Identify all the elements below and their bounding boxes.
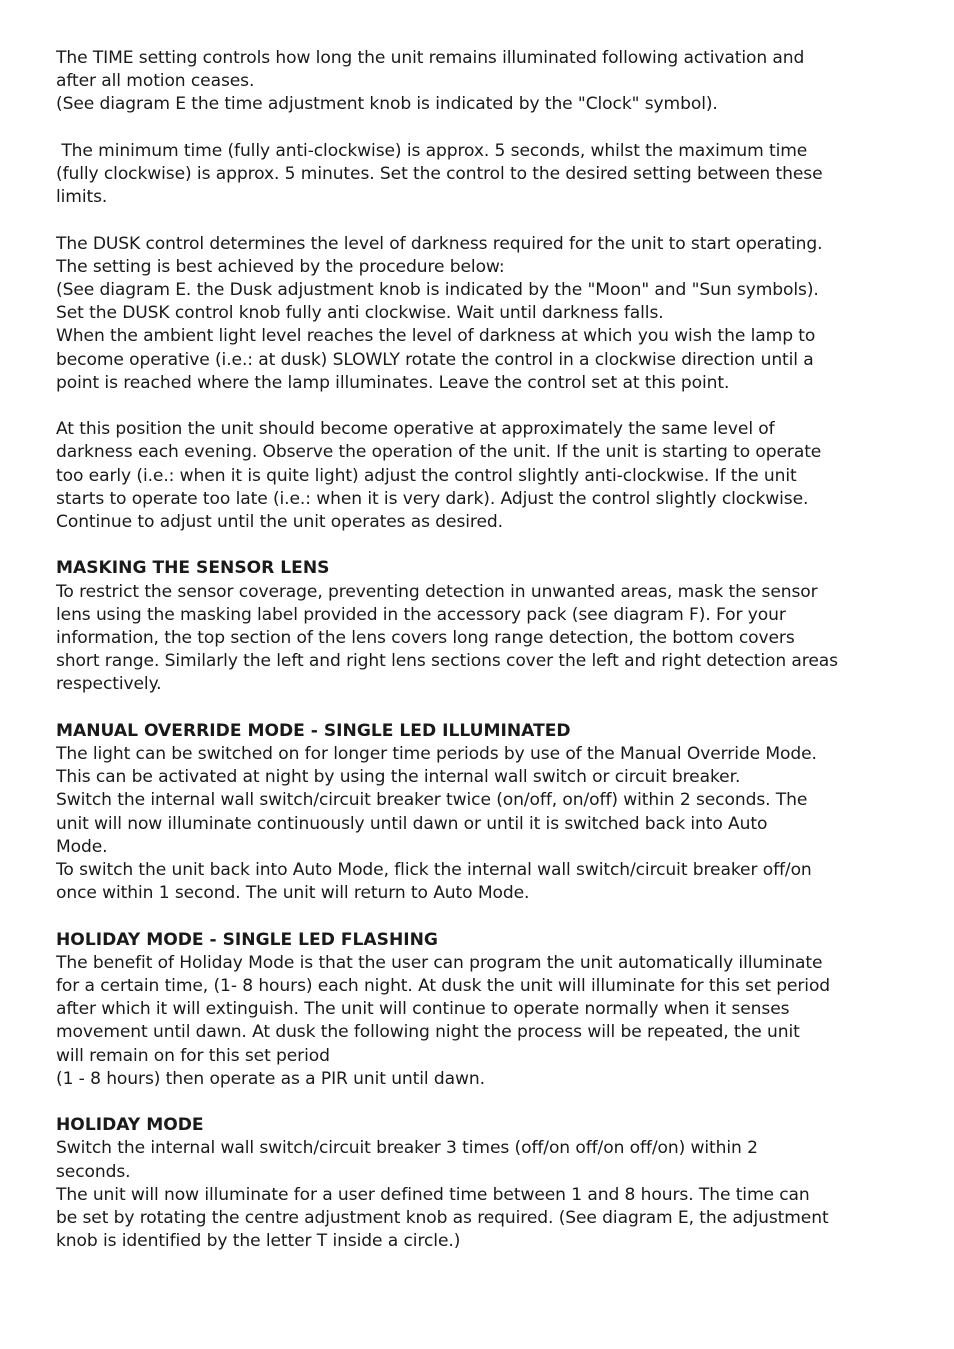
text-line: after which it will extinguish. The unit will continue to operate normally when it senses [56,999,790,1020]
masking-section [56,557,901,696]
paragraph-gap [56,534,901,557]
holiday-flashing-section [56,929,901,1091]
text-line: too early (i.e.: when it is quite light) adjust the control slightly anti-clockwise. If the unit [56,465,797,486]
text-line: short range. Similarly the left and right lens sections cover the left and right detection areas [56,651,838,672]
text-line: respectively. [56,674,162,695]
text-line: for a certain time, (1- 8 hours) each night. At dusk the unit will illuminate for this set period [56,976,831,997]
text-line: The setting is best achieved by the procedure below: [56,256,505,277]
time-limits-paragraph [56,140,901,210]
text-line: When the ambient light level reaches the level of darkness at which you wish the lamp to [56,326,816,347]
dusk-adjust-paragraph [56,418,901,534]
text-line: be set by rotating the centre adjustment knob as required. (See diagram E, the adjustment [56,1208,829,1229]
text-line: (See diagram E the time adjustment knob is indicated by the "Clock" symbol). [56,94,718,115]
text-line: point is reached where the lamp illuminates. Leave the control set at this point. [56,372,730,393]
paragraph-gap [56,905,901,928]
section-heading: MASKING THE SENSOR LENS [56,558,330,579]
text-line: become operative (i.e.: at dusk) SLOWLY rotate the control in a clockwise direction until a [56,349,814,370]
text-line: Switch the internal wall switch/circuit breaker twice (on/off, on/off) within 2 seconds. The [56,790,808,811]
text-line: knob is identified by the letter T inside a circle.) [56,1231,461,1252]
text-line: This can be activated at night by using the internal wall switch or circuit breaker. [56,767,741,788]
section-heading: HOLIDAY MODE [56,1115,204,1136]
text-line: To switch the unit back into Auto Mode, flick the internal wall switch/circuit breaker off/on [56,860,812,881]
text-line: The DUSK control determines the level of darkness required for the unit to start operating. [56,233,823,254]
dusk-control-paragraph [56,233,901,395]
text-line: The benefit of Holiday Mode is that the user can program the unit automatically illuminate [56,952,823,973]
text-line: unit will now illuminate continuously until dawn or until it is switched back into Auto [56,813,768,834]
text-line: starts to operate too late (i.e.: when it is very dark). Adjust the control slightly clockwise. [56,488,809,509]
paragraph-gap [56,697,901,720]
text-line: (1 - 8 hours) then operate as a PIR unit until dawn. [56,1068,485,1089]
text-line: information, the top section of the lens covers long range detection, the bottom covers [56,628,795,649]
text-line: Set the DUSK control knob fully anti clockwise. Wait until darkness falls. [56,303,664,324]
paragraph-gap [56,1091,901,1114]
text-line: The TIME setting controls how long the unit remains illuminated following activation and [56,48,805,68]
text-line: Switch the internal wall switch/circuit breaker 3 times (off/on off/on off/on) within 2 [56,1138,758,1159]
section-heading: MANUAL OVERRIDE MODE - SINGLE LED ILLUMINATED [56,720,571,741]
text-line: The light can be switched on for longer time periods by use of the Manual Override Mode. [56,744,817,765]
text-line: once within 1 second. The unit will return to Auto Mode. [56,883,530,904]
section-heading: HOLIDAY MODE - SINGLE LED FLASHING [56,929,438,950]
text-line: (fully clockwise) is approx. 5 minutes. Set the control to the desired setting between these [56,164,823,184]
text-line: The unit will now illuminate for a user defined time between 1 and 8 hours. The time can [56,1184,810,1205]
manual-override-section [56,720,901,906]
text-line: will remain on for this set period [56,1045,330,1066]
time-setting-paragraph [56,47,901,117]
text-line: seconds. [56,1161,131,1182]
text-line: Continue to adjust until the unit operates as desired. [56,512,503,533]
text-line: The minimum time (fully anti-clockwise) is approx. 5 seconds, whilst the maximum time [56,140,808,161]
holiday-mode-section [56,1114,901,1253]
text-line: lens using the masking label provided in the accessory pack (see diagram F). For your [56,604,786,625]
text-line: (See diagram E. the Dusk adjustment knob is indicated by the "Moon" and "Sun symbols). [56,280,819,300]
text-line: At this position the unit should become operative at approximately the same level of [56,419,775,440]
text-line: movement until dawn. At dusk the following night the process will be repeated, the unit [56,1022,800,1043]
paragraph-gap [56,117,901,140]
paragraph-gap [56,209,901,232]
text-line: To restrict the sensor coverage, preventing detection in unwanted areas, mask the sensor [56,581,818,602]
text-line: Mode. [56,836,108,857]
text-line: after all motion ceases. [56,71,255,92]
text-line: limits. [56,187,108,208]
text-line: darkness each evening. Observe the operation of the unit. If the unit is starting to operate [56,442,822,463]
document-page [56,47,901,1253]
paragraph-gap [56,395,901,418]
